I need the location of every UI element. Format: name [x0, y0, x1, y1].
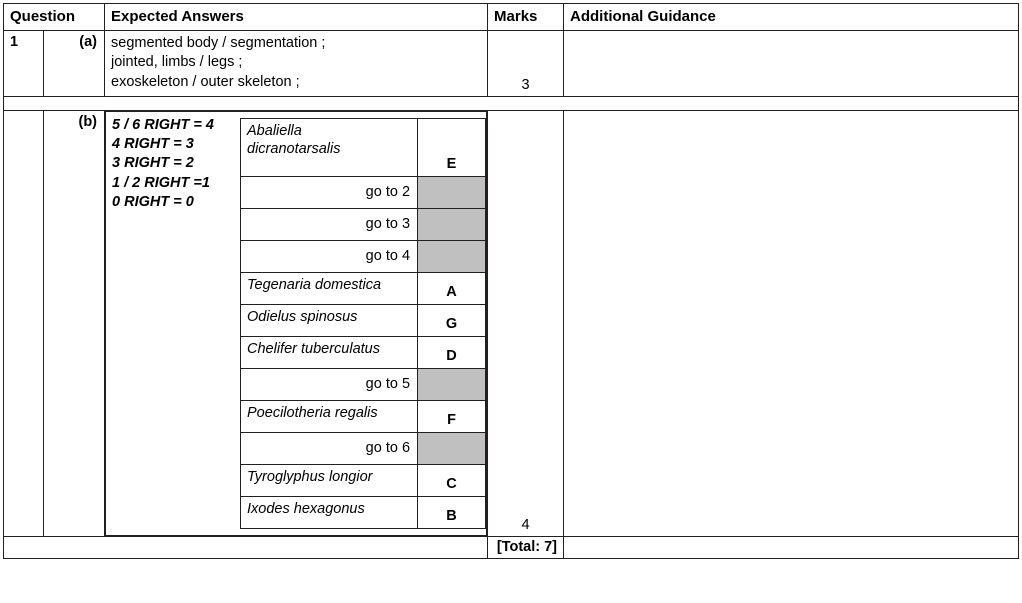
tally-line: 4 RIGHT = 3 [112, 136, 194, 153]
key-letter-answer: G [418, 304, 486, 336]
key-letter-answer: D [418, 336, 486, 368]
key-species-name: Abaliella dicranotarsalis [241, 118, 418, 176]
key-letter-answer: E [418, 118, 486, 176]
key-table-row [241, 368, 486, 400]
header-marks: Marks [488, 4, 564, 31]
key-table-row [241, 208, 486, 240]
dichotomous-key-answer-table [240, 118, 486, 529]
table-header-row [4, 4, 1019, 31]
key-table-row [241, 304, 486, 336]
key-goto-instruction: go to 5 [241, 368, 418, 400]
total-marks-label: [Total: 7] [488, 536, 564, 558]
key-goto-instruction: go to 6 [241, 432, 418, 464]
key-table-row [241, 336, 486, 368]
spacer-row [4, 96, 1019, 110]
header-expected-answers: Expected Answers [105, 4, 488, 31]
tally-line: 3 RIGHT = 2 [112, 155, 194, 172]
key-species-name: Tyroglyphus longior [241, 464, 418, 496]
key-goto-instruction: go to 3 [241, 208, 418, 240]
key-table-row [241, 176, 486, 208]
key-letter-answer: F [418, 400, 486, 432]
header-additional-guidance: Additional Guidance [564, 4, 1019, 31]
answer-line: exoskeleton / outer skeleton ; [111, 73, 300, 90]
key-letter-answer: C [418, 464, 486, 496]
expected-answers-1b [105, 111, 487, 536]
total-row-spacer [4, 536, 488, 558]
total-row [4, 536, 1019, 558]
key-table-row [241, 272, 486, 304]
tally-line: 1 / 2 RIGHT =1 [112, 174, 210, 191]
additional-guidance-1a [564, 31, 1019, 97]
mark-scheme-page [0, 3, 1022, 603]
tally-line: 0 RIGHT = 0 [112, 193, 194, 210]
key-table-row [241, 432, 486, 464]
table-row-question-1a [4, 31, 1019, 97]
question-number-1: 1 [4, 31, 44, 97]
key-species-name: Chelifer tuberculatus [241, 336, 418, 368]
marks-cell-1a [488, 31, 564, 97]
key-species-name: Odielus spinosus [241, 304, 418, 336]
question-number-blank [4, 110, 44, 536]
key-goto-instruction: go to 2 [241, 176, 418, 208]
marks-value: 4 [521, 516, 530, 533]
question-part-b: (b) [44, 110, 105, 536]
spacer-cell [4, 96, 1019, 110]
question-part-a: (a) [44, 31, 105, 97]
key-table-row [241, 118, 486, 176]
expected-answers-1a [105, 31, 488, 97]
answer-line: segmented body / segmentation ; [111, 35, 326, 51]
marks-cell-1b [488, 110, 564, 536]
key-table-row [241, 496, 486, 528]
key-letter-shaded-blank [418, 176, 486, 208]
answer-line: jointed, limbs / legs ; [111, 54, 243, 71]
key-table-row [241, 400, 486, 432]
tally-line: 5 / 6 RIGHT = 4 [112, 116, 214, 133]
key-letter-shaded-blank [418, 432, 486, 464]
key-table-row [241, 464, 486, 496]
additional-guidance-1b [564, 110, 1019, 536]
key-letter-shaded-blank [418, 208, 486, 240]
key-species-name: Tegenaria domestica [241, 272, 418, 304]
header-question: Question [4, 4, 105, 31]
marks-value: 3 [521, 76, 530, 93]
key-letter-shaded-blank [418, 240, 486, 272]
key-species-name: Poecilotheria regalis [241, 400, 418, 432]
key-letter-answer: A [418, 272, 486, 304]
marking-scheme-tally [112, 116, 240, 212]
key-letter-answer: B [418, 496, 486, 528]
key-table-row [241, 240, 486, 272]
mark-scheme-table [3, 3, 1019, 559]
table-row-question-1b [4, 110, 1019, 536]
total-row-guidance [564, 536, 1019, 558]
key-goto-instruction: go to 4 [241, 240, 418, 272]
key-letter-shaded-blank [418, 368, 486, 400]
key-species-name: Ixodes hexagonus [241, 496, 418, 528]
